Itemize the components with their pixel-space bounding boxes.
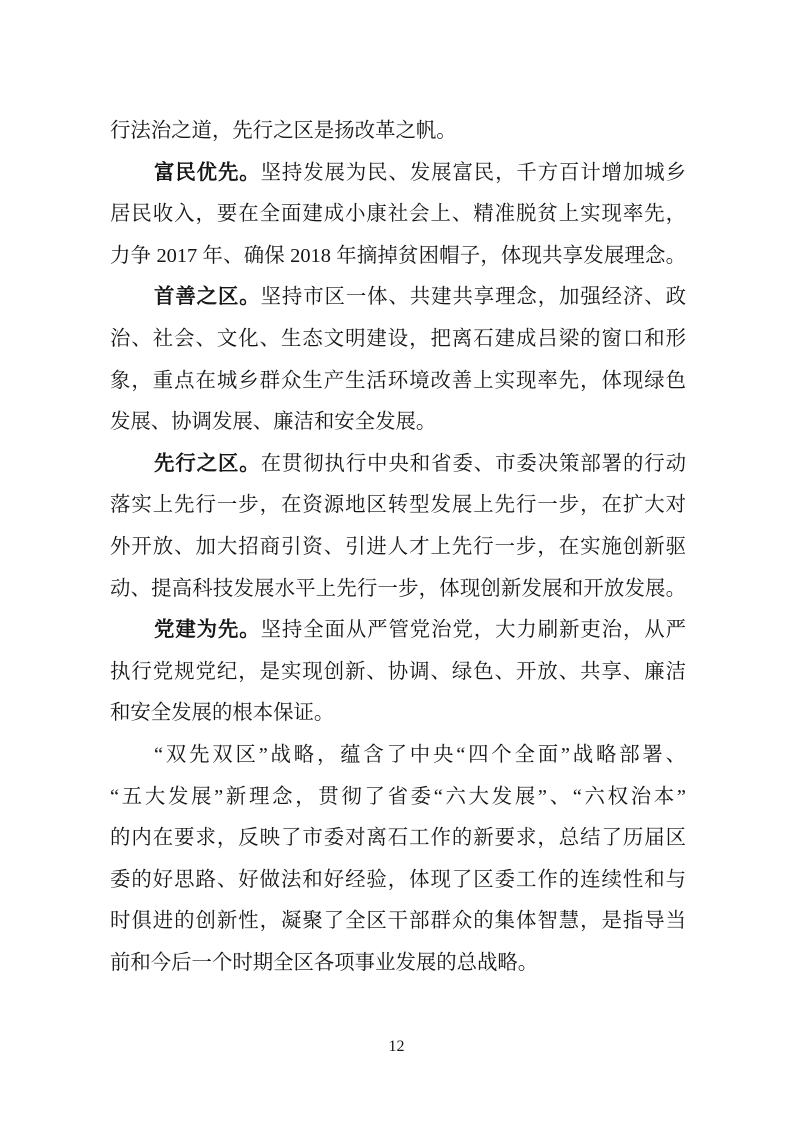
text-line [110,111,686,153]
text-line [110,485,686,527]
line-text: 的内在要求，反映了市委对离石工作的新要求，总结了历届区 [110,827,686,850]
text-line [110,860,686,902]
line-text: 时俱进的创新性，凝聚了全区干部群众的集体智慧，是指导当 [110,910,686,933]
line-text: 坚持市区一体、共建共享理念，加强经济、政 [260,286,686,309]
line-text: “五大发展”新理念，贯彻了省委“六大发展”、“六权治本” [110,785,686,808]
paragraph-lead: 首善之区。 [154,286,261,309]
text-line [110,777,686,819]
line-text: 象，重点在城乡群众生产生活环境改善上实现率先，体现绿色 [110,369,686,392]
text-line [110,652,686,694]
text-line [110,402,686,444]
line-text: “双先双区”战略，蕴含了中央“四个全面”战略部署、 [154,743,686,766]
text-line [110,818,686,860]
text-line [110,527,686,569]
line-text: 居民收入，要在全面建成小康社会上、精准脱贫上实现率先， [110,203,686,226]
text-line [110,610,686,652]
line-text: 治、社会、文化、生态文明建设，把离石建成吕梁的窗口和形 [110,327,686,350]
text-line [110,236,686,278]
text-line [110,444,686,486]
line-text: 和安全发展的根本保证。 [110,702,335,725]
text-line [110,153,686,195]
paragraph-lead: 党建为先。 [154,619,261,642]
line-text: 前和今后一个时期全区各项事业发展的总战略。 [110,951,539,974]
line-text: 坚持全面从严管党治党，大力刷新吏治，从严 [260,619,686,642]
line-text: 执行党规党纪，是实现创新、协调、绿色、开放、共享、廉洁 [110,660,686,683]
page-number: 12 [388,1038,405,1055]
line-text: 发展、协调发展、廉洁和安全发展。 [110,411,437,434]
text-line [110,569,686,611]
text-line [110,361,686,403]
line-text: 委的好思路、好做法和好经验，体现了区委工作的连续性和与 [110,868,686,891]
line-text: 动、提高科技发展水平上先行一步，体现创新发展和开放发展。 [110,577,686,600]
paragraph-lead: 富民优先。 [154,161,261,184]
line-text: 坚持发展为民、发展富民，千方百计增加城乡 [260,161,686,184]
text-line [110,901,686,943]
line-text: 力争 2017 年、确保 2018 年摘掉贫困帽子，体现共享发展理念。 [110,244,686,267]
line-text: 外开放、加大招商引资、引进人才上先行一步，在实施创新驱 [110,535,686,558]
paragraph-lead: 先行之区。 [154,452,261,475]
text-line [110,943,686,985]
text-line [110,194,686,236]
text-line [110,693,686,735]
text-line [110,735,686,777]
line-text: 落实上先行一步，在资源地区转型发展上先行一步，在扩大对 [110,494,686,517]
line-text: 在贯彻执行中央和省委、市委决策部署的行动 [260,452,686,475]
text-line [110,277,686,319]
line-text: 行法治之道，先行之区是扬改革之帆。 [110,120,457,142]
document-text-block [110,111,686,984]
text-line [110,319,686,361]
